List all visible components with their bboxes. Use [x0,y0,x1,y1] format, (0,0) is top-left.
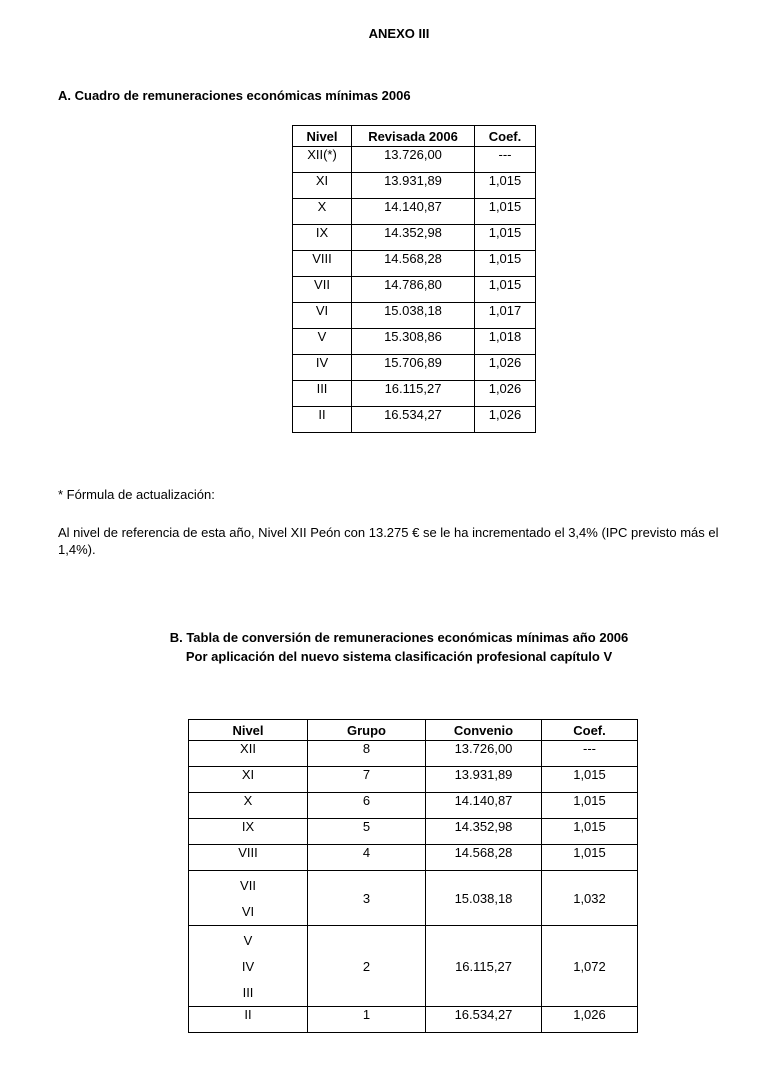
table-row [189,793,638,819]
section-b-heading-line1: B. Tabla de conversión de remuneraciones económicas mínimas año 2006 [169,630,629,645]
cell-coef: 1,015 [475,199,536,225]
cell-nivel [189,871,308,926]
cell-grupo: 2 [308,926,426,1007]
cell-coef: 1,026 [542,1007,638,1033]
cell-nivel: VIII [293,251,352,277]
nivel-value: III [242,985,254,1000]
cell-revisada: 15.308,86 [352,329,475,355]
cell-convenio: 14.568,28 [426,845,542,871]
cell-convenio: 16.534,27 [426,1007,542,1033]
section-a-heading: A. Cuadro de remuneraciones económicas mínimas 2006 [58,88,411,103]
cell-revisada: 14.140,87 [352,199,475,225]
cell-coef: 1,015 [542,845,638,871]
cell-nivel: IV [293,355,352,381]
cell-grupo: 7 [308,767,426,793]
cell-nivel: VII [293,277,352,303]
cell-nivel: VIII [189,845,308,871]
cell-coef: 1,015 [475,251,536,277]
cell-convenio: 14.352,98 [426,819,542,845]
table-row [293,407,536,433]
column-header-nivel: Nivel [293,126,352,147]
cell-nivel: VI [293,303,352,329]
cell-coef: 1,018 [475,329,536,355]
table-row [293,303,536,329]
cell-coef: 1,026 [475,407,536,433]
cell-grupo: 3 [308,871,426,926]
cell-grupo: 1 [308,1007,426,1033]
annex-title: ANEXO III [368,26,430,41]
cell-coef: 1,072 [542,926,638,1007]
table-body [189,741,638,1033]
cell-nivel: X [293,199,352,225]
cell-revisada: 15.706,89 [352,355,475,381]
column-header-coef: Coef. [475,126,536,147]
cell-nivel: XI [293,173,352,199]
table-header-row [293,126,536,147]
cell-nivel: III [293,381,352,407]
cell-nivel: II [293,407,352,433]
table-row [293,147,536,173]
table-row [293,277,536,303]
cell-convenio: 14.140,87 [426,793,542,819]
table-row [293,355,536,381]
table-row [189,926,638,1007]
table-body [293,147,536,433]
cell-nivel: XII [189,741,308,767]
nivel-value: VI [241,904,255,919]
cell-nivel: X [189,793,308,819]
cell-coef: 1,015 [542,793,638,819]
section-b-heading [0,628,760,666]
table-row [189,819,638,845]
cell-convenio: 15.038,18 [426,871,542,926]
nivel-value: VII [240,878,256,893]
cell-grupo: 6 [308,793,426,819]
table-header-row [189,720,638,741]
conversion-table [188,719,638,1033]
cell-coef: 1,015 [542,767,638,793]
cell-nivel: IX [293,225,352,251]
cell-coef: 1,015 [475,173,536,199]
cell-coef: 1,026 [475,381,536,407]
table-row [293,225,536,251]
cell-revisada: 13.931,89 [352,173,475,199]
column-header-grupo: Grupo [308,720,426,741]
nivel-value: V [243,933,253,948]
cell-revisada: 16.534,27 [352,407,475,433]
table-row [293,199,536,225]
column-header-revisada: Revisada 2006 [352,126,475,147]
cell-revisada: 15.038,18 [352,303,475,329]
cell-revisada: 13.726,00 [352,147,475,173]
cell-coef: 1,017 [475,303,536,329]
cell-coef: 1,015 [475,277,536,303]
nivel-value: IV [241,959,255,974]
cell-convenio: 16.115,27 [426,926,542,1007]
cell-grupo: 4 [308,845,426,871]
table-row [293,251,536,277]
section-b-heading-line2: Por aplicación del nuevo sistema clasificación profesional capítulo V [185,649,613,664]
cell-revisada: 16.115,27 [352,381,475,407]
cell-nivel: II [189,1007,308,1033]
table-row [189,741,638,767]
cell-coef: --- [542,741,638,767]
cell-revisada: 14.352,98 [352,225,475,251]
table-row [189,871,638,926]
cell-coef: 1,026 [475,355,536,381]
cell-nivel: XII(*) [293,147,352,173]
column-header-convenio: Convenio [426,720,542,741]
remuneration-table-2006 [292,125,536,433]
cell-grupo: 8 [308,741,426,767]
formula-note-label: * Fórmula de actualización: [58,487,215,502]
column-header-nivel: Nivel [189,720,308,741]
table-row [189,1007,638,1033]
table-row [189,845,638,871]
column-header-coef: Coef. [542,720,638,741]
cell-coef: 1,015 [542,819,638,845]
cell-nivel [189,926,308,1007]
cell-nivel: V [293,329,352,355]
table-row [293,173,536,199]
cell-grupo: 5 [308,819,426,845]
cell-convenio: 13.726,00 [426,741,542,767]
cell-nivel: IX [189,819,308,845]
cell-revisada: 14.568,28 [352,251,475,277]
formula-note-text: Al nivel de referencia de esta año, Nivel XII Peón con 13.275 € se le ha incrementado el 3,4% (IPC previsto más el 1,4%). [58,525,719,557]
cell-coef: 1,032 [542,871,638,926]
cell-coef: --- [475,147,536,173]
table-row [293,381,536,407]
cell-convenio: 13.931,89 [426,767,542,793]
cell-nivel: XI [189,767,308,793]
table-row [293,329,536,355]
cell-coef: 1,015 [475,225,536,251]
cell-revisada: 14.786,80 [352,277,475,303]
table-row [189,767,638,793]
